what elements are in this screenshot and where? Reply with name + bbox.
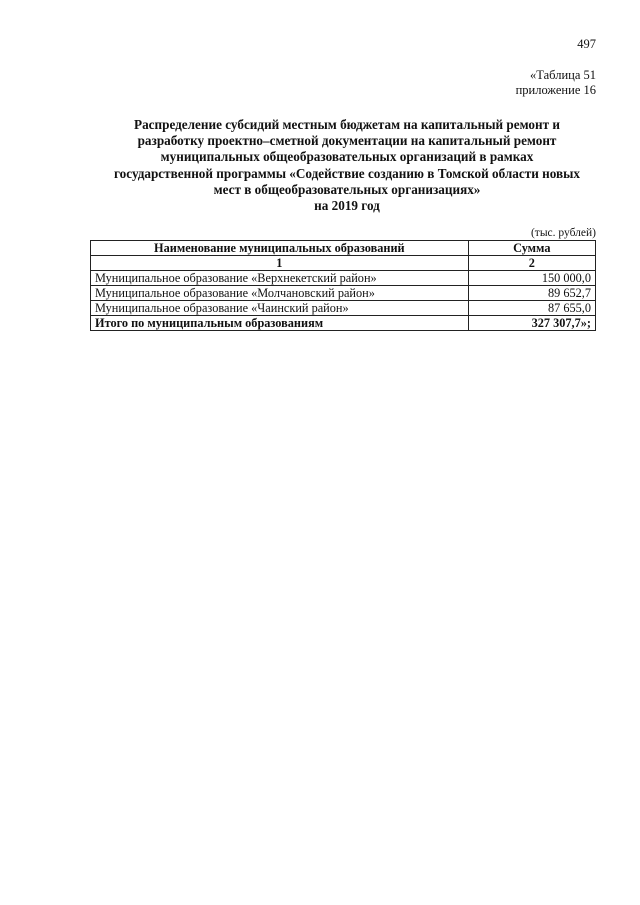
title-line: мест в общеобразовательных организациях» bbox=[213, 181, 481, 197]
table-header-row bbox=[91, 241, 596, 256]
title-line: муниципальных общеобразовательных организаций в рамках bbox=[160, 149, 534, 165]
column-number: 1 bbox=[91, 256, 469, 271]
total-label: Итого по муниципальным образованиям bbox=[91, 316, 469, 331]
table-reference bbox=[516, 68, 596, 98]
title-line: государственной программы «Содействие созданию в Томской области новых bbox=[114, 165, 580, 181]
table-reference-line-1: «Таблица 51 bbox=[530, 68, 596, 82]
page-number: 497 bbox=[577, 37, 596, 51]
total-amount: 327 307,7»; bbox=[468, 316, 595, 331]
table-row bbox=[91, 286, 596, 301]
document-title bbox=[80, 117, 614, 214]
municipality-name: Муниципальное образование «Чаинский район» bbox=[91, 301, 469, 316]
table-row bbox=[91, 301, 596, 316]
subsidy-amount: 89 652,7 bbox=[468, 286, 595, 301]
header-name: Наименование муниципальных образований bbox=[91, 241, 469, 256]
municipality-name: Муниципальное образование «Молчановский район» bbox=[91, 286, 469, 301]
title-line: Распределение субсидий местным бюджетам на капитальный ремонт и bbox=[134, 117, 560, 132]
title-line: разработку проектно–сметной документации на капитальный ремонт bbox=[137, 133, 557, 149]
subsidy-amount: 87 655,0 bbox=[468, 301, 595, 316]
column-number: 2 bbox=[468, 256, 595, 271]
municipality-name: Муниципальное образование «Верхнекетский район» bbox=[91, 271, 469, 286]
table-row bbox=[91, 271, 596, 286]
total-row bbox=[91, 316, 596, 331]
subsidy-amount: 150 000,0 bbox=[468, 271, 595, 286]
column-number-row bbox=[91, 256, 596, 271]
table-reference-line-2: приложение 16 bbox=[515, 83, 596, 97]
title-line: на 2019 год bbox=[314, 198, 380, 214]
header-sum: Сумма bbox=[468, 241, 595, 256]
units-label: (тыс. рублей) bbox=[530, 227, 596, 239]
subsidy-table bbox=[90, 240, 596, 331]
